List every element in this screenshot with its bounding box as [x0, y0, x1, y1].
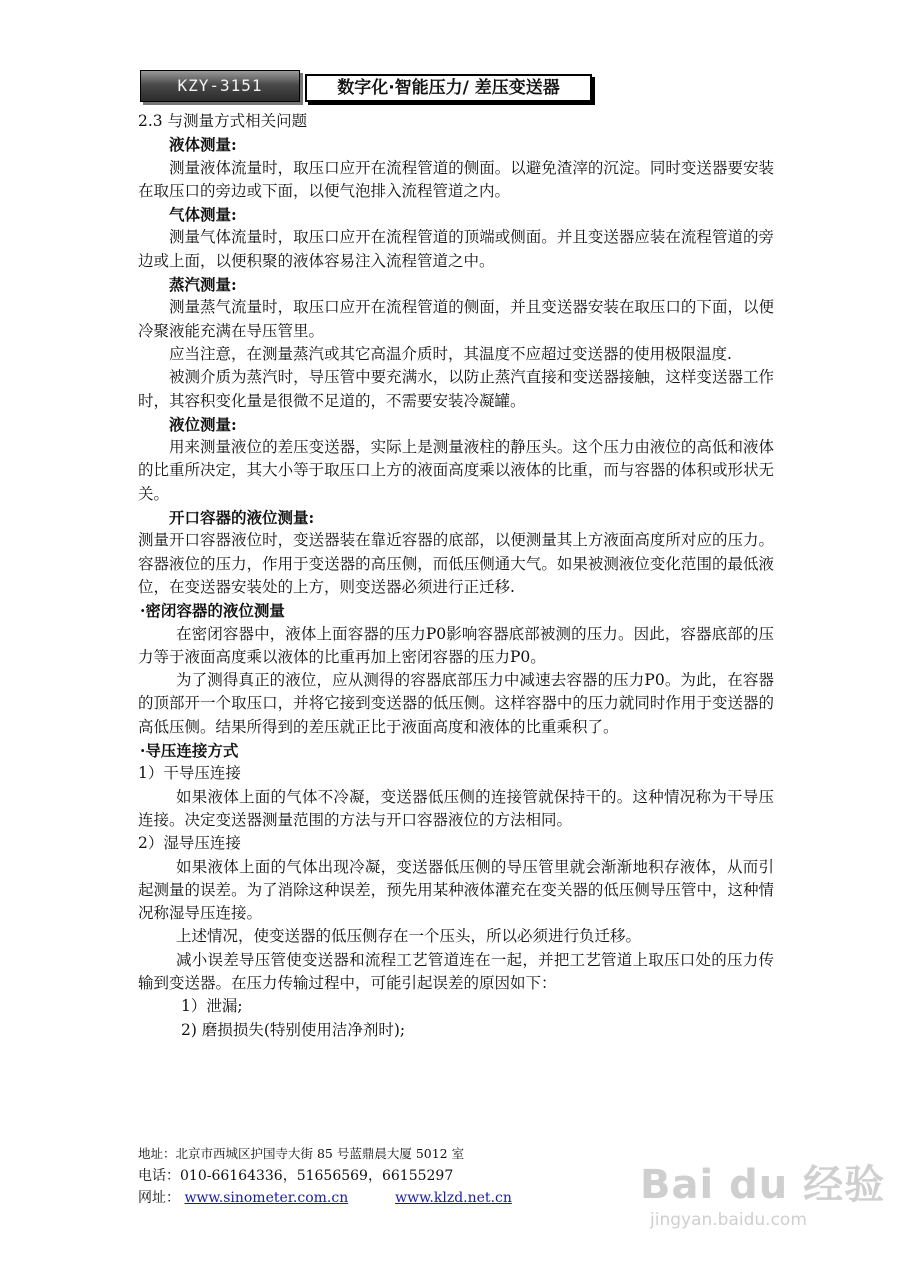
model-number-badge: KZY-3151 — [140, 70, 300, 102]
steam-note-water: 被测介质为蒸汽时，导压管中要充满水，以防止蒸汽直接和变送器接触，这样变送器工作时，其容积变化量是很微不足道的，不需要安装冷凝罐。 — [138, 368, 774, 410]
liquid-measurement-title: 液体测量: — [169, 135, 237, 155]
document-body — [138, 110, 774, 1042]
gas-measurement-title: 气体测量: — [169, 205, 237, 225]
level-measurement-title: 液位测量: — [169, 414, 237, 434]
gas-measurement-text: 测量气体流量时，取压口应开在流程管道的顶端或侧面。并且变送器应装在流程管道的旁边或上面，以便积聚的液体容易注入流程管道之中。 — [138, 228, 774, 270]
closed-vessel-text-1: 在密闭容器中，液体上面容器的压力P0影响容器底部被测的压力。因此，容器底部的压力等于液面高度乘以液体的比重再加上密闭容器的压力P0。 — [138, 624, 774, 666]
error-cause-item-1: 1）泄漏; — [181, 997, 243, 1016]
steam-measurement-text: 测量蒸气流量时，取压口应开在流程管道的侧面，并且变送器安装在取压口的下面，以便冷聚液能充满在导压管里。 — [138, 298, 774, 340]
footer-address: 地址：北京市西城区护国寺大街 85 号蓝鼎晨大厦 5012 室 — [138, 1146, 465, 1161]
dry-connection-text: 如果液体上面的气体不冷凝，变送器低压侧的连接管就保持干的。这种情况称为干导压连接。决定变送器测量范围的方法与开口容器液位的方法相同。 — [138, 787, 774, 829]
wet-connection-note: 上述情况，使变送器的低压侧存在一个压头，所以必须进行负迁移。 — [176, 927, 642, 946]
section-heading: 2.3 与测量方式相关问题 — [138, 112, 308, 130]
closed-vessel-title: ·密闭容器的液位测量 — [140, 601, 285, 621]
liquid-measurement-text: 测量液体流量时，取压口应开在流程管道的侧面。以避免渣滓的沉淀。同时变送器要安装在取压口的旁边或下面，以便气泡排入流程管道之内。 — [138, 158, 774, 200]
wet-connection-title: 2）湿导压连接 — [138, 834, 241, 853]
footer-phone: 电话：010-66164336，51656569，66155297 — [138, 1168, 454, 1184]
website-link-sinometer[interactable]: www.sinometer.com.cn — [184, 1190, 349, 1206]
document-title: 数字化·智能压力/ 差压变送器 — [305, 74, 592, 102]
wet-connection-text: 如果液体上面的气体出现冷凝，变送器低压侧的导压管里就会渐渐地积存液体，从而引起测量的误差。为了消除这种误差，预先用某种液体灌充在变关器的低压侧导压管中，这种情况称湿导压连接。 — [138, 857, 774, 923]
footer-website-row — [138, 1187, 598, 1209]
steam-note-temperature: 应当注意，在测量蒸汽或其它高温介质时，其温度不应超过变送器的使用极限温度. — [169, 344, 732, 363]
error-reduction-text: 减小误差导压管使变送器和流程工艺管道连在一起，并把工艺管道上取压口处的压力传输到变送器。在压力传输过程中，可能引起误差的原因如下： — [138, 950, 774, 992]
level-measurement-text: 用来测量液位的差压变送器，实际上是测量液柱的静压头。这个压力由液位的高低和液体的比重所决定，其大小等于取压口上方的液面高度乘以液体的比重，而与容器的体积或形状无关。 — [138, 438, 774, 503]
closed-vessel-text-2: 为了测得真正的液位，应从测得的容器底部压力中减速去容器的压力P0。为此，在容器的顶部开一个取压口，并将它接到变送器的低压侧。这样容器中的压力就同时作用于变送器的高低压侧。结果所得到的差压就正比于液面高度和液体的比重乘积了。 — [138, 671, 774, 736]
dry-connection-title: 1）干导压连接 — [138, 764, 241, 783]
steam-measurement-title: 蒸汽测量: — [169, 275, 237, 295]
watermark-logo: Bai du 经验 — [640, 1162, 886, 1208]
watermark-url: jingyan.baidu.com — [650, 1210, 807, 1230]
website-link-klzd[interactable]: www.klzd.net.cn — [395, 1190, 512, 1206]
open-vessel-title: 开口容器的液位测量: — [169, 508, 315, 528]
footer-website-label: 网址： — [138, 1190, 180, 1206]
open-vessel-text: 测量开口容器液位时，变送器装在靠近容器的底部，以便测量其上方液面高度所对应的压力。容器液位的压力，作用于变送器的高压侧，而低压侧通大气。如果被测液位变化范围的最低液位，在变送器安装处的上方，则变送器必须进行正迁移. — [138, 531, 774, 596]
contact-footer — [138, 1143, 598, 1209]
connection-methods-title: ·导压连接方式 — [140, 741, 239, 761]
baidu-jingyan-watermark — [640, 1162, 885, 1254]
error-cause-item-2: 2) 磨损损失(特别使用洁净剂时); — [181, 1020, 406, 1039]
